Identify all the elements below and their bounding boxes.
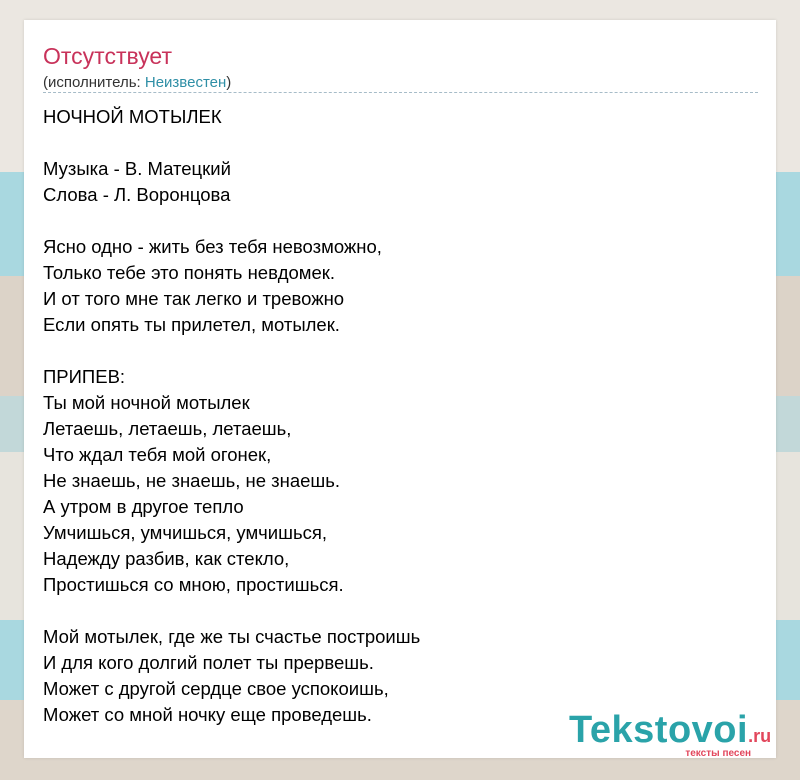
lyric-line: А утром в другое тепло [43,496,244,517]
lyric-line: Музыка - В. Матецкий [43,158,231,179]
lyric-line [43,130,743,156]
lyric-line: Простишься со мною, простишься. [43,574,344,595]
lyric-line: Умчишься, умчишься, умчишься, [43,522,328,543]
artist-line [43,73,231,93]
lyric-line: Может с другой сердце свое успокоишь, [43,678,389,699]
lyric-line: Слова - Л. Воронцова [43,184,231,205]
lyric-line: Что ждал тебя мой огонек, [43,444,272,465]
logo-tld: .ru [748,726,772,746]
lyric-line [43,208,743,234]
lyric-line: Надежду разбив, как стекло, [43,548,290,569]
song-title: Отсутствует [43,43,172,69]
artist-prefix: (исполнитель: [43,74,145,91]
lyrics-card [24,20,776,758]
lyric-line [43,598,743,624]
lyric-line: Ты мой ночной мотылек [43,392,250,413]
lyric-line: Может со мной ночку еще проведешь. [43,704,372,725]
artist-link[interactable]: Неизвестен [144,74,227,91]
lyric-line: Мой мотылек, где же ты счастье построишь [43,626,421,647]
lyric-line: НОЧНОЙ МОТЫЛЕК [43,106,222,127]
lyric-line: И для кого долгий полет ты прервешь. [43,652,374,673]
lyric-line [43,338,743,364]
lyric-line: Если опять ты прилетел, мотылек. [43,314,340,335]
lyric-line: ПРИПЕВ: [43,366,126,387]
divider [43,92,758,93]
site-logo[interactable] [569,709,772,759]
artist-suffix: ) [226,74,232,91]
lyric-line: Летаешь, летаешь, летаешь, [43,418,292,439]
lyric-line: И от того мне так легко и тревожно [43,288,345,309]
lyric-line: Только тебе это понять невдомек. [43,262,336,283]
logo-tagline: тексты песен [685,748,752,759]
lyrics-text [43,104,743,728]
lyric-line: Не знаешь, не знаешь, не знаешь. [43,470,341,491]
lyric-line: Ясно одно - жить без тебя невозможно, [43,236,382,257]
logo-name: Tekstovoi [569,709,749,751]
